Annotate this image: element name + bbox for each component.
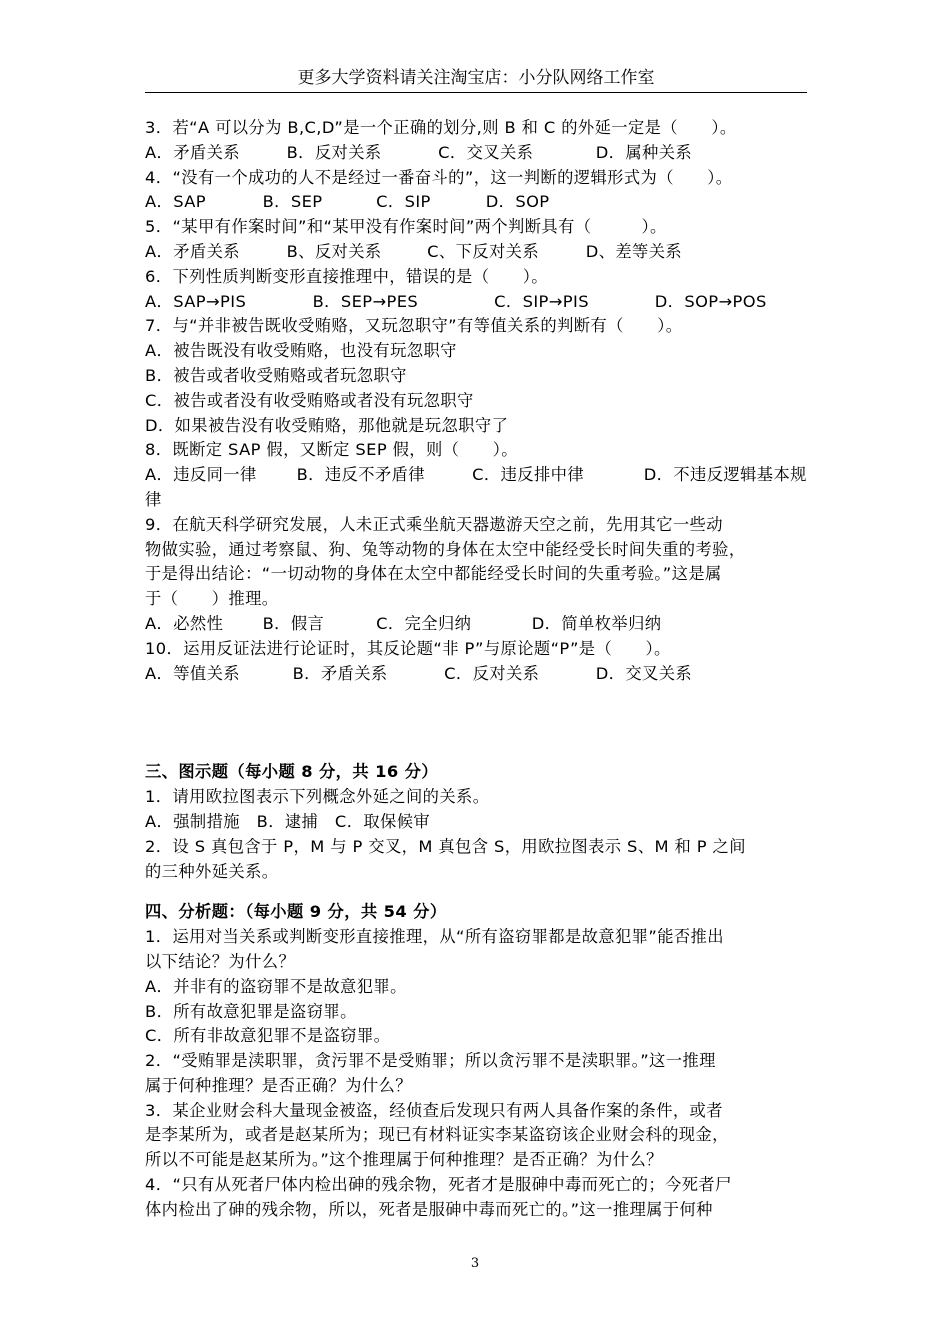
section-3-line: A．强制措施 B．逮捕 C．取保候审 (145, 811, 431, 831)
question-9-line: 物做实验，通过考察鼠、狗、兔等动物的身体在太空中能经受长时间失重的考验， (145, 539, 746, 559)
page-content (145, 116, 810, 1223)
section-4-line: 属于何种推理？是否正确？为什么？ (145, 1075, 412, 1095)
option: D、差等关系 (585, 241, 683, 261)
option: B、反对关系 (286, 241, 382, 261)
option: A．等值关系 (145, 663, 240, 683)
question-4-options (145, 190, 810, 215)
question-3: 3．若“A 可以分为 B,C,D”是一个正确的划分,则 B 和 C 的外延一定是（ ）。 (145, 118, 737, 137)
section-3-line: 的三种外延关系。 (145, 861, 279, 881)
section-4-line: 是李某所为，或者是赵某所为；现已有材料证实李某盗窃该企业财会科的现金， (145, 1125, 729, 1145)
section-4-line: 1．运用对当关系或判断变形直接推理，从“所有盗窃罪都是故意犯罪”能否推出 (145, 927, 724, 947)
section-4-line: 4．“只有从死者尸体内检出砷的残余物，死者才是服砷中毒而死亡的；今死者尸 (145, 1175, 732, 1195)
section-4-line: A．并非有的盗窃罪不是故意犯罪。 (145, 976, 407, 996)
option: A．必然性 (145, 613, 224, 633)
option: C、下反对关系 (427, 241, 540, 261)
option: B．反对关系 (286, 142, 382, 162)
section-4-title: 四、分析题：（每小题 9 分，共 54 分） (145, 902, 447, 922)
option: A．违反同一律 (145, 465, 257, 485)
option: A．被告既没有收受贿赂，也没有玩忽职守 (145, 341, 457, 361)
option: B．SEP→PES (312, 291, 419, 311)
question-9-line: 于是得出结论：“一切动物的身体在太空中都能经受长时间的失重考验。”这是属 (145, 564, 722, 584)
section-4-line: 体内检出了砷的残余物，所以，死者是服砷中毒而死亡的。”这一推理属于何种 (145, 1199, 713, 1219)
option: D．SOP (485, 192, 550, 212)
question-3-options (145, 141, 810, 166)
question-8-options (145, 463, 810, 488)
option: C．反对关系 (444, 663, 540, 683)
section-4-line: 以下结论？为什么？ (145, 951, 296, 971)
question-9-line: 于（ ）推理。 (145, 589, 279, 609)
option: C．被告或者没有收受贿赂或者没有玩忽职守 (145, 390, 474, 410)
question-9-options (145, 612, 810, 637)
page-number: 3 (470, 1256, 480, 1271)
section-4-line: 3．某企业财会科大量现金被盗，经侦查后发现只有两人具备作案的条件，或者 (145, 1100, 723, 1120)
option: A．矛盾关系 (145, 142, 240, 162)
question-10: 10．运用反证法进行论证时，其反论题“非 P”与原论题“P”是（ ）。 (145, 638, 671, 658)
option: B．矛盾关系 (292, 663, 388, 683)
section-4-line: C．所有非故意犯罪不是盗窃罪。 (145, 1026, 391, 1046)
section-3-line: 2．设 S 真包含于 P，M 与 P 交叉，M 真包含 S，用欧拉图表示 S、M 和 P 之间 (145, 836, 746, 856)
option: A．SAP (145, 192, 207, 212)
option: C．违反排中律 (472, 465, 585, 485)
option: D．属种关系 (595, 142, 693, 162)
option: D．不违反逻辑基本规 (643, 465, 807, 485)
option: C．完全归纳 (376, 613, 472, 633)
option: A．矛盾关系 (145, 241, 240, 261)
question-9: 9．在航天科学研究发展，人未正式乘坐航天器遨游天空之前，先用其它一些动 (145, 514, 723, 534)
question-6-options (145, 290, 810, 315)
option: D．交叉关系 (595, 663, 693, 683)
question-6: 6．下列性质判断变形直接推理中，错误的是（ ）。 (145, 266, 548, 286)
question-5: 5．“某甲有作案时间”和“某甲没有作案时间”两个判断具有（ ）。 (145, 217, 667, 237)
page-header: 更多大学资料请关注淘宝店：小分队网络工作室 (145, 66, 807, 93)
question-7: 7．与“并非被告既收受贿赂，又玩忽职守”有等值关系的判断有（ ）。 (145, 316, 683, 336)
section-3-line: 1．请用欧拉图表示下列概念外延之间的关系。 (145, 787, 490, 807)
section-3-title: 三、图示题（每小题 8 分，共 16 分） (145, 762, 438, 782)
question-8: 8．既断定 SAP 假，又断定 SEP 假，则（ ）。 (145, 440, 518, 460)
option: C．交叉关系 (438, 142, 534, 162)
option: B．假言 (262, 613, 325, 633)
question-10-options (145, 662, 810, 687)
spacer (145, 884, 810, 900)
option: A．SAP→PIS (145, 291, 247, 311)
question-4: 4．“没有一个成功的人不是经过一番奋斗的”，这一判断的逻辑形式为（ ）。 (145, 167, 733, 187)
option: D．简单枚举归纳 (531, 613, 662, 633)
option: D．SOP→POS (654, 291, 767, 311)
option: D．如果被告没有收受贿赂，那他就是玩忽职守了 (145, 415, 509, 435)
section-4-line: 所以不可能是赵某所为。”这个推理属于何种推理？是否正确？为什么？ (145, 1150, 663, 1170)
option: B．被告或者收受贿赂或者玩忽职守 (145, 365, 407, 385)
option: C．SIP (376, 192, 431, 212)
option: B．SEP (262, 192, 323, 212)
option: B．违反不矛盾律 (296, 465, 425, 485)
section-4-line: B．所有故意犯罪是盗窃罪。 (145, 1001, 357, 1021)
option-continuation: 律 (145, 489, 162, 509)
option: C．SIP→PIS (494, 291, 589, 311)
spacer (145, 686, 810, 760)
section-4-line: 2．“受贿罪是渎职罪，贪污罪不是受贿罪；所以贪污罪不是渎职罪。”这一推理 (145, 1051, 716, 1071)
question-5-options (145, 240, 810, 265)
